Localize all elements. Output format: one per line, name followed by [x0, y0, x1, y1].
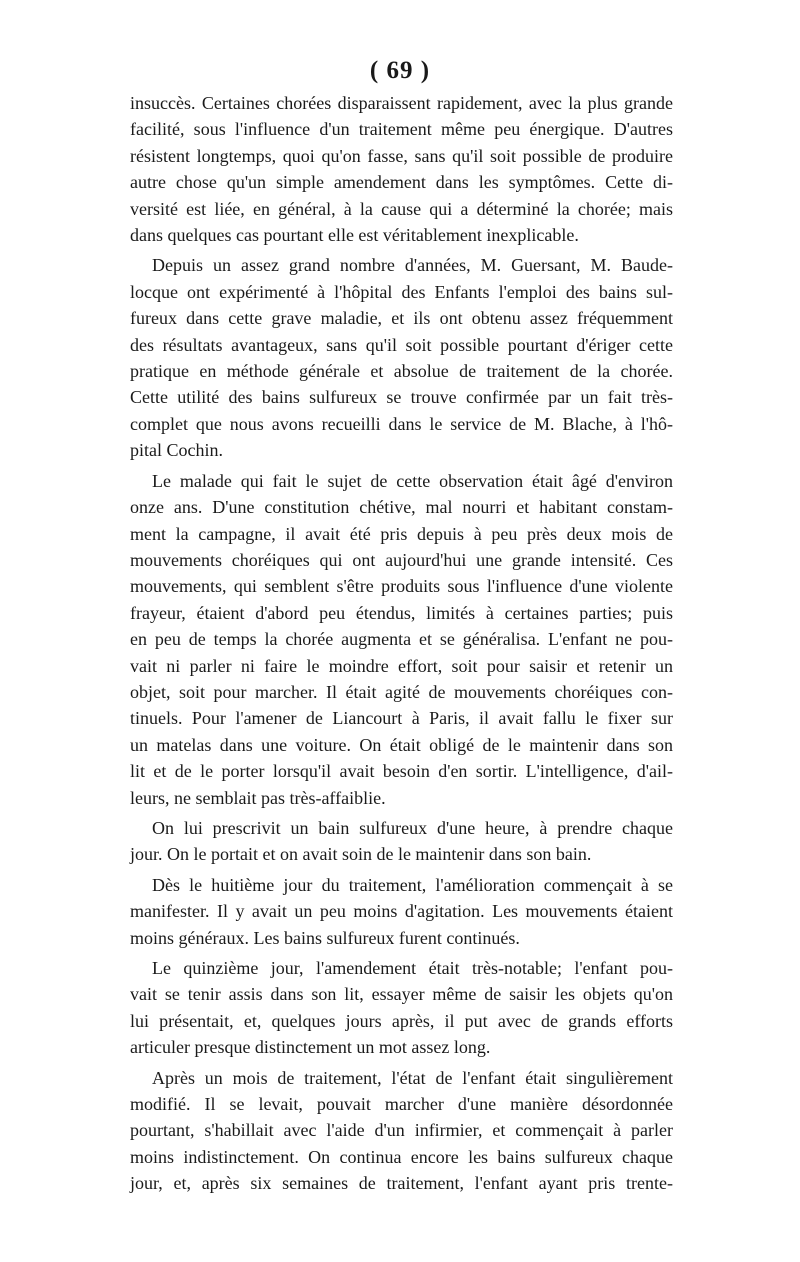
text-line: autre chose qu'un simple amendement dans les symptômes. Cette di-	[130, 172, 673, 193]
paragraph	[130, 872, 673, 951]
text-line: résistent longtemps, quoi qu'on fasse, sans qu'il soit possible de produire	[130, 145, 673, 166]
text-line: onze ans. D'une constitution chétive, mal nourri et habitant constam-	[130, 497, 673, 518]
text-line: pourtant, s'habillait avec l'aide d'un infirmier, et commençait à parler	[130, 1120, 673, 1141]
text-line: modifié. Il se levait, pouvait marcher d'une manière désordonnée	[130, 1094, 673, 1115]
text-line: pratique en méthode générale et absolue de traitement de la chorée.	[130, 361, 673, 382]
text-line: On lui prescrivit un bain sulfureux d'une heure, à prendre chaque	[152, 817, 673, 838]
text-line: Le malade qui fait le sujet de cette observation était âgé d'environ	[152, 470, 673, 491]
text-line: leurs, ne semblait pas très-affaiblie.	[130, 787, 386, 808]
text-line: Après un mois de traitement, l'état de l'enfant était singulièrement	[152, 1067, 673, 1088]
text-line: insuccès. Certaines chorées disparaissent rapidement, avec la plus grande	[130, 93, 673, 113]
text-line: Dès le huitième jour du traitement, l'amélioration commençait à se	[152, 874, 673, 895]
text-line: articuler presque distinctement un mot assez long.	[130, 1037, 491, 1058]
text-line: dans quelques cas pourtant elle est véritablement inexplicable.	[130, 225, 579, 246]
text-line: complet que nous avons recueilli dans le service de M. Blache, à l'hô-	[130, 413, 673, 434]
text-line: en peu de temps la chorée augmenta et se généralisa. L'enfant ne pou-	[130, 629, 673, 650]
text-line: versité est liée, en général, à la cause qui a déterminé la chorée; mais	[130, 198, 673, 219]
text-line: Cette utilité des bains sulfureux se trouve confirmée par un fait très-	[130, 387, 673, 408]
text-line: jour. On le portait et on avait soin de le maintenir dans son bain.	[130, 844, 592, 865]
text-line: frayeur, étaient d'abord peu étendus, limités à certaines parties; puis	[130, 602, 673, 623]
text-line: vait ni parler ni faire le moindre effort, soit pour saisir et retenir un	[130, 655, 673, 676]
text-line: pital Cochin.	[130, 440, 223, 461]
text-line: mouvements choréiques qui ont aujourd'hui une grande intensité. Ces	[130, 549, 673, 570]
text-line: moins généraux. Les bains sulfureux furent continués.	[130, 927, 520, 948]
text-line: jour, et, après six semaines de traitement, l'enfant ayant pris trente-	[130, 1173, 673, 1194]
text-line: lit et de le porter lorsqu'il avait besoin d'en sortir. L'intelligence, d'ail-	[130, 761, 673, 782]
paragraph	[130, 90, 673, 248]
text-line: un matelas dans une voiture. On était obligé de le maintenir dans son	[130, 734, 673, 755]
text-line: objet, soit pour marcher. Il était agité de mouvements choréiques con-	[130, 681, 673, 702]
text-line: fureux dans cette grave maladie, et ils ont obtenu assez fréquemment	[130, 308, 673, 329]
paragraph	[130, 955, 673, 1061]
text-line: Depuis un assez grand nombre d'années, M. Guersant, M. Baude-	[152, 255, 673, 276]
text-line: Le quinzième jour, l'amendement était très-notable; l'enfant pou-	[152, 958, 673, 978]
text-line: ment la campagne, il avait été pris depuis à peu près deux mois de	[130, 523, 673, 544]
text-line: lui présentait, et, quelques jours après, il put avec de grands efforts	[130, 1010, 673, 1031]
paragraph	[130, 1065, 673, 1197]
text-line: vait se tenir assis dans son lit, essayer même de saisir les objets qu'on	[130, 984, 673, 1005]
paragraph	[130, 468, 673, 811]
text-line: des résultats avantageux, sans qu'il soit possible pourtant d'ériger cette	[130, 334, 673, 355]
paragraph	[130, 252, 673, 463]
paragraph	[130, 815, 673, 868]
text-line: manifester. Il y avait un peu moins d'agitation. Les mouvements étaient	[130, 901, 673, 922]
text-line: locque ont expérimenté à l'hôpital des Enfants l'emploi des bains sul-	[130, 281, 673, 302]
body-text	[130, 90, 673, 1201]
text-line: moins indistinctement. On continua encore les bains sulfureux chaque	[130, 1146, 673, 1167]
text-line: facilité, sous l'influence d'un traitement même peu énergique. D'autres	[130, 119, 673, 140]
page-number: ( 69 )	[369, 57, 431, 84]
text-line: mouvements, qui semblent s'être produits sous l'influence d'une violente	[130, 576, 673, 597]
text-line: tinuels. Pour l'amener de Liancourt à Paris, il avait fallu le fixer sur	[130, 708, 673, 729]
